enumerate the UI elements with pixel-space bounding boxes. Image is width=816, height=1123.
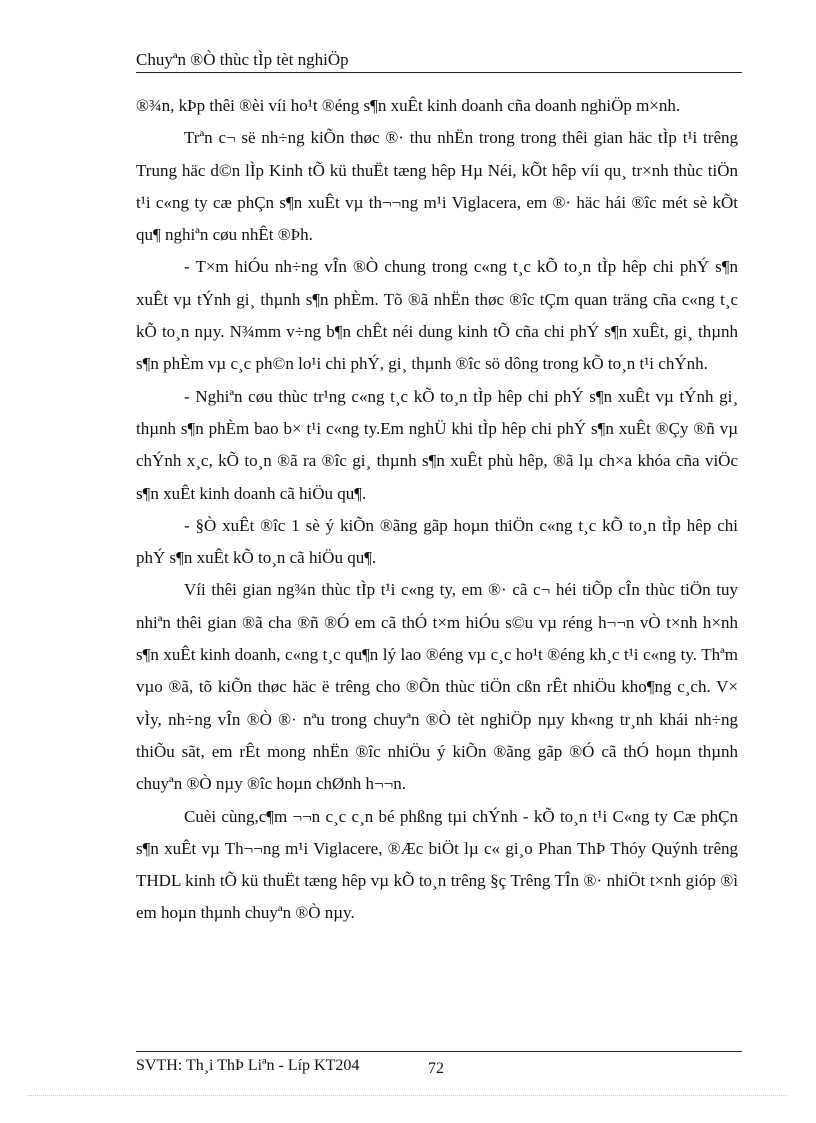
header-divider xyxy=(136,72,742,73)
page-header-title: Chuyªn ®Ò thùc tÌp tèt nghiÖp xyxy=(136,50,349,69)
paragraph-bullet: - Nghiªn cøu thùc tr¹ng c«ng t¸c kÕ to¸n tÌp hêp chi phÝ s¶n xuÊt vµ tÝnh gi¸ thµnh s¶n phÈm bao b× t¹i c«ng ty.Em nghÜ khi tÌp hêp chi phÝ s¶n xuÊt ®Çy ®ñ vµ chÝnh x¸c, kÕ to¸n ®ã ra ®îc gi¸ thµnh s¶n xuÊt phù hêp, ®ã lµ ch×a khóa cña viÖc s¶n xuÊt kinh doanh cã hiÖu qu¶. xyxy=(136,386,738,503)
paragraph-continuation: ®¾n, kÞp thêi ®èi víi ho¹t ®éng s¶n xuÊt kinh doanh cña doanh nghiÖp m×nh. xyxy=(136,96,681,115)
page-bottom-dotted-line xyxy=(28,1095,788,1096)
footer-author: SVTH: Th¸i ThÞ Liªn - Líp KT204 xyxy=(136,1057,360,1074)
paragraph: Cuèi cùng,c¶m ¬¬n c¸c c¸n bé phßng tµi chÝnh - kÕ to¸n t¹i C«ng ty Cæ phÇn s¶n xuÊt vµ Th¬¬ng m¹i Viglacere, ®Æc biÖt lµ c« gi¸o Phan ThÞ Thóy Quýnh trêng THDL kinh tÕ kü thuËt tæng hêp vµ kÕ to¸n trêng §ç Trêng TÎn ®· nhiÖt t×nh gióp ®ì em hoµn thµnh chuyªn ®Ò nµy. xyxy=(136,806,738,923)
body-text xyxy=(136,90,738,930)
page-number: 72 xyxy=(428,1060,444,1077)
paragraph-bullet: - T×m hiÓu nh÷ng vÎn ®Ò chung trong c«ng t¸c kÕ to¸n tÌp hêp chi phÝ s¶n xuÊt vµ tÝnh gi¸ thµnh s¶n phÈm. Tõ ®ã nhËn thøc ®îc tÇm quan träng cña c«ng t¸c kÕ to¸n nµy. N¾mm v÷ng b¶n chÊt néi dung kinh tÕ cña chi phÝ s¶n xuÊt, gi¸ thµnh s¶n phÈm vµ c¸c ph©n lo¹i chi phÝ, gi¸ thµnh ®îc sö dông trong kÕ to¸n t¹i chÝnh. xyxy=(136,257,738,374)
paragraph: Trªn c¬ së nh÷ng kiÕn thøc ®· thu nhËn trong trong thêi gian häc tÌp t¹i trêng Trung häc d©n lÌp Kinh tÕ kü thuËt tæng hêp Hµ Néi, kÕt hêp víi qu¸ tr×nh thùc tiÖn t¹i c«ng ty cæ phÇn s¶n xuÊt vµ th¬¬ng m¹i Viglacera, em ®· häc hái ®îc mét sè kÕt qu¶ nghiªn cøu nhÊt ®Þh. xyxy=(136,128,738,245)
paragraph-bullet: - §Ò xuÊt ®îc 1 sè ý kiÕn ®ãng gãp hoµn thiÖn c«ng t¸c kÕ to¸n tÌp hêp chi phÝ s¶n xuÊt kÕ to¸n cã hiÖu qu¶. xyxy=(136,515,738,568)
footer-divider xyxy=(136,1051,742,1052)
paragraph: Víi thêi gian ng¾n thùc tÌp t¹i c«ng ty, em ®· cã c¬ héi tiÕp cÎn thùc tiÖn tuy nhiªn thêi gian ®ã cha ®ñ ®Ó em cã thÓ t×m hiÓu s©u vµ réng h¬¬n vÒ t×nh h×nh s¶n xuÊt kinh doanh, c«ng t¸c qu¶n lý lao ®éng vµ c¸c ho¹t ®éng kh¸c t¹i c«ng ty. Thªm vµo ®ã, tõ kiÕn thøc häc ë trêng cho ®Õn thùc tiÖn cßn rÊt nhiÖu kho¶ng c¸ch. V× vÌy, nh÷ng vÎn ®Ò ®· nªu trong chuyªn ®Ò tèt nghiÖp nµy kh«ng tr¸nh khái nh÷ng thiÕu sãt, em rÊt mong nhËn ®îc nhiÖu ý kiÕn ®ãng gãp ®Ó cã thÓ hoµn thµnh chuyªn ®Ò nµy ®îc hoµn chØnh h¬¬n. xyxy=(136,580,738,794)
